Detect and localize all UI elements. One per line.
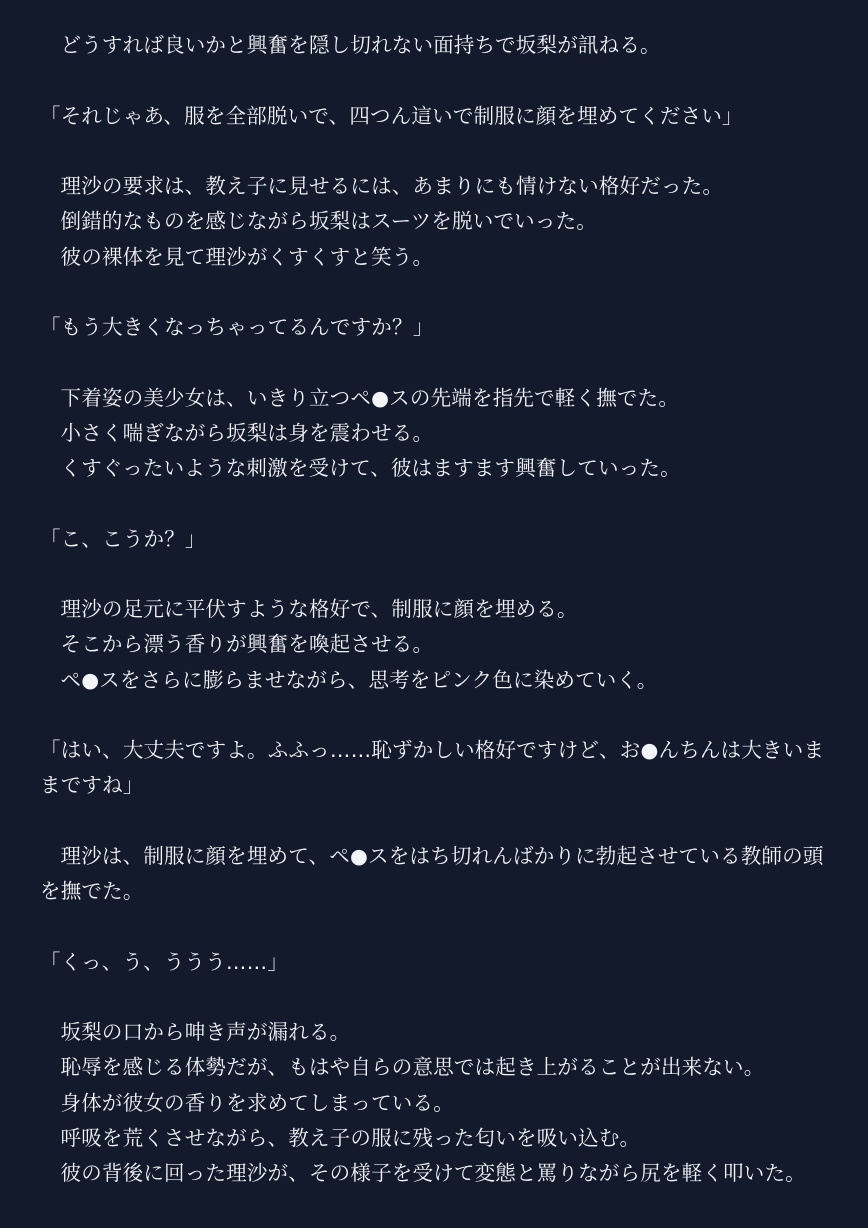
paragraph: 小さく喘ぎながら坂梨は身を震わせる。 — [60, 420, 434, 445]
paragraph: 呼吸を荒くさせながら、教え子の服に残った匂いを吸い込む。 — [60, 1125, 641, 1150]
paragraph: どうすれば良いかと興奮を隠し切れない面持ちで坂梨が訊ねる。 — [60, 33, 661, 57]
paragraph: そこから漂う香りが興奮を喚起させる。 — [60, 632, 434, 657]
paragraph-spacer — [40, 698, 828, 733]
novel-text-body — [40, 28, 828, 1191]
paragraph-spacer — [40, 804, 828, 839]
paragraph: 「はい、大丈夫ですよ。ふふっ……恥ずかしい格好ですけど、お●んちんは大きいままですね」 — [40, 738, 825, 798]
paragraph: 倒錯的なものを感じながら坂梨はスーツを脱いでいった。 — [60, 209, 597, 234]
paragraph-spacer — [40, 63, 828, 98]
paragraph: 彼の背後に回った理沙が、その様子を受けて変態と罵りながら尻を軽く叩いた。 — [60, 1161, 806, 1185]
paragraph: 「それじゃあ、服を全部脱いで、四つん這いで制服に顔を埋めてください」 — [40, 103, 743, 128]
paragraph: 恥辱を感じる体勢だが、もはや自らの意思では起き上がることが出来ない。 — [60, 1055, 765, 1080]
paragraph: 「もう大きくなっちゃってるんですか？」 — [40, 315, 434, 339]
paragraph-spacer — [40, 909, 828, 944]
paragraph-spacer — [40, 134, 828, 169]
paragraph-spacer — [40, 345, 828, 380]
paragraph: 坂梨の口から呻き声が漏れる。 — [60, 1020, 351, 1044]
paragraph: ペ●スをさらに膨らませながら、思考をピンク色に染めていく。 — [60, 667, 658, 692]
paragraph-spacer — [40, 980, 828, 1015]
paragraph: くすぐったいような刺激を受けて、彼はますます興奮していった。 — [60, 456, 681, 480]
paragraph: 理沙の足元に平伏すような格好で、制服に顔を埋める。 — [60, 597, 578, 621]
paragraph: 下着姿の美少女は、いきり立つペ●スの先端を指先で軽く撫でた。 — [60, 385, 680, 410]
paragraph: 身体が彼女の香りを求めてしまっている。 — [60, 1090, 454, 1115]
paragraph-spacer — [40, 486, 828, 521]
paragraph: 理沙の要求は、教え子に見せるには、あまりにも情けない格好だった。 — [60, 174, 724, 198]
paragraph: 「こ、こうか？」 — [40, 526, 206, 551]
paragraph-spacer — [40, 275, 828, 310]
paragraph: 理沙は、制服に顔を埋めて、ペ●スをはち切れんばかりに勃起させている教師の頭を撫でた。 — [40, 843, 824, 903]
paragraph: 「くっ、う、ううう……」 — [40, 949, 289, 974]
paragraph-spacer — [40, 557, 828, 592]
paragraph: 彼の裸体を見て理沙がくすくすと笑う。 — [60, 244, 434, 269]
